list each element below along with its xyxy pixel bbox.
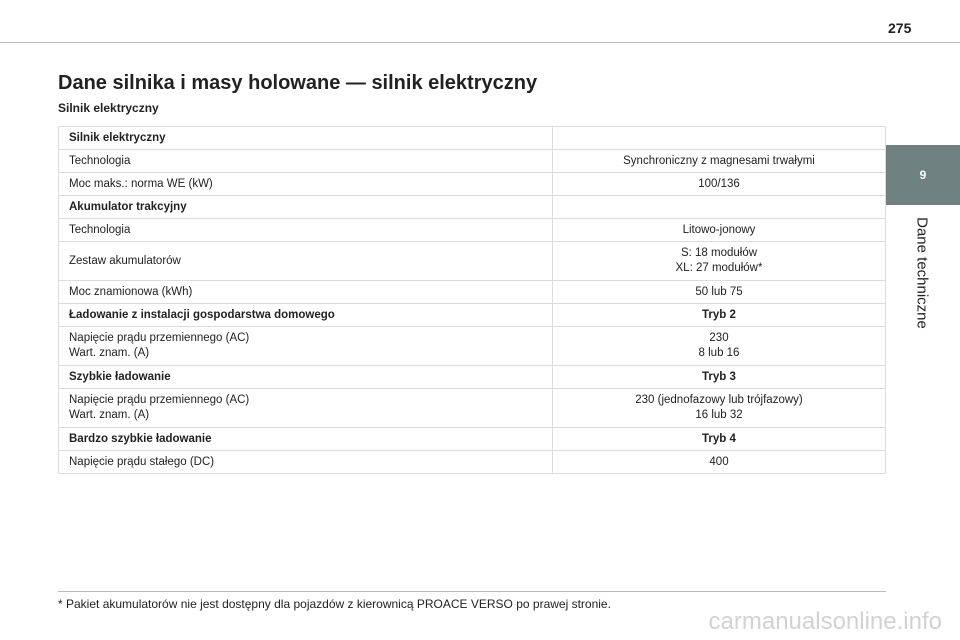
section-subtitle: Silnik elektryczny bbox=[58, 101, 159, 115]
spec-table-body bbox=[59, 127, 886, 474]
cell-text: 50 lub 75 bbox=[695, 285, 743, 298]
chapter-number: 9 bbox=[919, 168, 927, 182]
table-cell-label bbox=[59, 219, 553, 242]
spec-table bbox=[58, 126, 886, 474]
table-cell-value bbox=[553, 366, 886, 389]
table-row bbox=[59, 327, 886, 366]
footnote: * Pakiet akumulatorów nie jest dostępny dla pojazdów z kierownicą PROACE VERSO po prawej stronie. bbox=[58, 597, 611, 611]
cell-text: Wart. znam. (A) bbox=[69, 347, 150, 359]
cell-text: Tryb 3 bbox=[702, 370, 736, 383]
cell-text: Napięcie prądu przemiennego (AC) bbox=[69, 332, 250, 344]
cell-text: XL: 27 modułów* bbox=[675, 262, 763, 274]
table-cell-value bbox=[553, 281, 886, 304]
table-cell-value bbox=[553, 219, 886, 242]
cell-text: S: 18 modułów bbox=[680, 247, 758, 259]
cell-text: Wart. znam. (A) bbox=[69, 409, 150, 421]
cell-text: Silnik elektryczny bbox=[69, 131, 166, 144]
table-row bbox=[59, 389, 886, 428]
table-row bbox=[59, 451, 886, 474]
chapter-title: Dane techniczne bbox=[913, 217, 931, 329]
table-row bbox=[59, 242, 886, 281]
chapter-tab[interactable] bbox=[886, 145, 960, 205]
table-cell-value bbox=[553, 327, 886, 366]
table-cell-value bbox=[553, 389, 886, 428]
table-cell-label bbox=[59, 428, 553, 451]
cell-text: Moc maks.: norma WE (kW) bbox=[69, 177, 213, 190]
cell-text: Zestaw akumulatorów bbox=[69, 254, 181, 267]
cell-text: 16 lub 32 bbox=[695, 409, 743, 421]
table-cell-label bbox=[59, 196, 553, 219]
table-row bbox=[59, 304, 886, 327]
cell-text: Napięcie prądu stałego (DC) bbox=[69, 455, 215, 468]
table-cell-label bbox=[59, 389, 553, 428]
cell-text: 8 lub 16 bbox=[698, 347, 740, 359]
table-row bbox=[59, 150, 886, 173]
table-cell-value bbox=[553, 242, 886, 281]
watermark: carmanualsonline.info bbox=[708, 608, 942, 635]
cell-text: 230 bbox=[709, 332, 729, 344]
cell-text: 100/136 bbox=[698, 177, 740, 190]
cell-text: Technologia bbox=[69, 154, 131, 167]
table-cell-value bbox=[553, 304, 886, 327]
table-cell-label bbox=[59, 150, 553, 173]
table-cell-value bbox=[553, 451, 886, 474]
cell-text: Synchroniczny z magnesami trwałymi bbox=[623, 154, 815, 167]
table-row bbox=[59, 219, 886, 242]
table-cell-label bbox=[59, 451, 553, 474]
cell-text: Szybkie ładowanie bbox=[69, 370, 171, 383]
page-number: 275 bbox=[888, 20, 912, 36]
table-cell-value bbox=[553, 173, 886, 196]
table-cell-label bbox=[59, 281, 553, 304]
table-cell-label bbox=[59, 242, 553, 281]
page-title: Dane silnika i masy holowane — silnik elektryczny bbox=[58, 72, 538, 94]
cell-text: Ładowanie z instalacji gospodarstwa domowego bbox=[69, 308, 335, 321]
table-row bbox=[59, 281, 886, 304]
table-cell-label bbox=[59, 173, 553, 196]
cell-text: Napięcie prądu przemiennego (AC) bbox=[69, 394, 250, 406]
cell-text: Akumulator trakcyjny bbox=[69, 200, 187, 213]
cell-text: 230 (jednofazowy lub trójfazowy) bbox=[635, 394, 803, 406]
table-row bbox=[59, 127, 886, 150]
cell-text: Tryb 4 bbox=[702, 432, 736, 445]
header-rule bbox=[0, 42, 960, 43]
table-row bbox=[59, 366, 886, 389]
table-cell-label bbox=[59, 304, 553, 327]
table-cell-value bbox=[553, 150, 886, 173]
table-row bbox=[59, 173, 886, 196]
footnote-rule bbox=[58, 591, 886, 592]
cell-text: Bardzo szybkie ładowanie bbox=[69, 432, 212, 445]
table-cell-value bbox=[553, 428, 886, 451]
cell-text: 400 bbox=[709, 455, 729, 468]
cell-text: Litowo-jonowy bbox=[682, 223, 756, 236]
cell-text: Tryb 2 bbox=[702, 308, 736, 321]
table-row bbox=[59, 196, 886, 219]
cell-text: Technologia bbox=[69, 223, 131, 236]
table-cell-value bbox=[553, 127, 886, 150]
table-cell-label bbox=[59, 327, 553, 366]
table-row bbox=[59, 428, 886, 451]
table-cell-value bbox=[553, 196, 886, 219]
table-cell-label bbox=[59, 366, 553, 389]
cell-text: Moc znamionowa (kWh) bbox=[69, 285, 193, 298]
table-cell-label bbox=[59, 127, 553, 150]
